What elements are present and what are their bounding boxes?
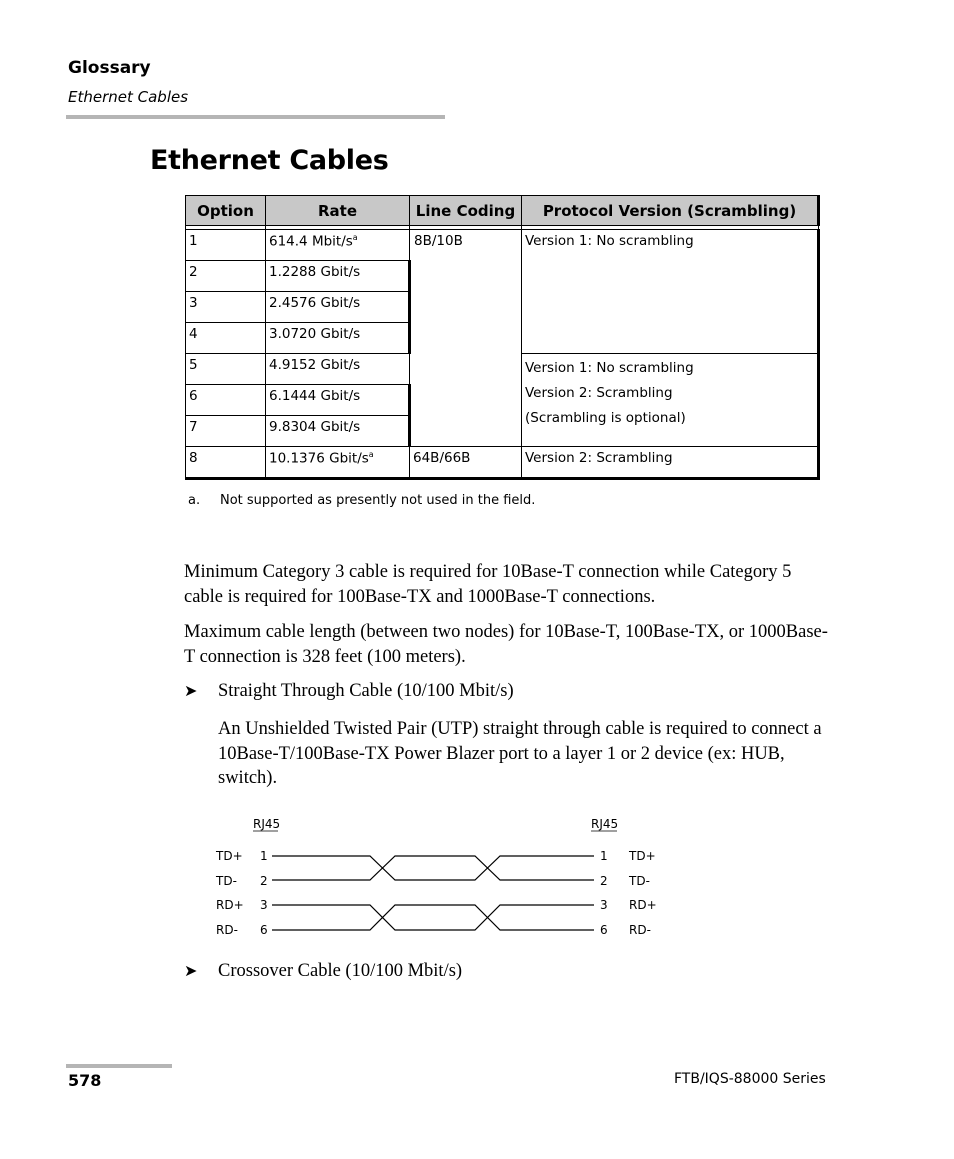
table-header-row bbox=[186, 196, 819, 226]
table-footnote bbox=[188, 493, 535, 508]
page-title: Ethernet Cables bbox=[150, 145, 389, 176]
left-signal-label: RD+ bbox=[216, 898, 244, 912]
protocol-version-cell: Version 1: No scrambling bbox=[522, 230, 819, 354]
right-signal-label: RD- bbox=[629, 923, 651, 937]
column-header: Option bbox=[186, 196, 266, 226]
version-line: (Scrambling is optional) bbox=[525, 410, 686, 426]
version-line: Version 2: Scrambling bbox=[525, 385, 673, 401]
rate-cell: 9.8304 Gbit/s bbox=[266, 416, 410, 447]
wire-rd-plus bbox=[272, 905, 594, 930]
line-coding-cell: 64B/66B bbox=[410, 447, 522, 479]
body-paragraph: Minimum Category 3 cable is required for 10Base-T connection while Category 5 cable is required for 100Base-TX and 1000Base-T connections. bbox=[184, 562, 792, 607]
footer-series: FTB/IQS-88000 Series bbox=[674, 1071, 826, 1087]
right-pin-label: 6 bbox=[600, 923, 608, 937]
footnote-ref: a bbox=[368, 450, 374, 459]
option-cell: 2 bbox=[186, 261, 266, 292]
option-cell: 4 bbox=[186, 323, 266, 354]
option-cell: 3 bbox=[186, 292, 266, 323]
bullet-label: Straight Through Cable (10/100 Mbit/s) bbox=[218, 681, 514, 701]
protocol-version-cell: Version 2: Scrambling bbox=[522, 447, 819, 479]
footnote-mark: a. bbox=[188, 493, 201, 508]
bullet-label: Crossover Cable (10/100 Mbit/s) bbox=[218, 961, 463, 981]
rate-cell: 1.2288 Gbit/s bbox=[266, 261, 410, 292]
option-cell: 8 bbox=[186, 447, 266, 479]
left-pin-label: 2 bbox=[260, 874, 268, 888]
line-coding-cell: 8B/10B bbox=[410, 230, 522, 447]
left-pin-label: 6 bbox=[260, 923, 268, 937]
left-pin-label: 3 bbox=[260, 898, 268, 912]
right-pin-label: 3 bbox=[600, 898, 608, 912]
header-section: Glossary bbox=[68, 58, 151, 78]
rate-value: 614.4 Mbit/s bbox=[269, 233, 353, 250]
footnote-ref: a bbox=[352, 233, 358, 242]
footer-rule bbox=[66, 1064, 172, 1068]
bullet-item bbox=[184, 681, 514, 702]
option-cell: 7 bbox=[186, 416, 266, 447]
left-signal-label: TD- bbox=[216, 874, 237, 888]
right-signal-label: RD+ bbox=[629, 898, 657, 912]
body-paragraph: Maximum cable length (between two nodes) for 10Base-T, 100Base-TX, or 1000Base-T connection is 328 feet (100 meters). bbox=[184, 622, 828, 667]
bullet-item bbox=[184, 961, 462, 982]
left-signal-label: TD+ bbox=[216, 849, 243, 863]
right-pin-label: 1 bbox=[600, 849, 608, 863]
rate-cell: 2.4576 Gbit/s bbox=[266, 292, 410, 323]
rate-cell: 6.1444 Gbit/s bbox=[266, 385, 410, 416]
straight-through-wiring-diagram bbox=[200, 810, 670, 950]
rate-cell: 3.0720 Gbit/s bbox=[266, 323, 410, 354]
left-signal-label: RD- bbox=[216, 923, 238, 937]
column-header: Line Coding bbox=[410, 196, 522, 226]
option-cell: 5 bbox=[186, 354, 266, 385]
protocol-version-cell bbox=[522, 354, 819, 447]
bullet-description: An Unshielded Twisted Pair (UTP) straight through cable is required to connect a 10Base-T/100Base-TX Power Blazer port to a layer 1 or 2 device (ex: HUB, switch). bbox=[218, 719, 822, 788]
left-connector-label: RJ45 bbox=[253, 817, 281, 831]
option-cell: 1 bbox=[186, 230, 266, 261]
ethernet-options-table bbox=[185, 195, 820, 480]
rate-cell: 4.9152 Gbit/s bbox=[266, 354, 410, 385]
wire-rd-minus bbox=[272, 905, 594, 930]
right-signal-label: TD- bbox=[629, 874, 650, 888]
rate-cell bbox=[266, 230, 410, 261]
arrow-bullet-icon: ➤ bbox=[184, 683, 198, 700]
column-header: Rate bbox=[266, 196, 410, 226]
arrow-bullet-icon: ➤ bbox=[184, 963, 198, 980]
rate-cell bbox=[266, 447, 410, 479]
right-signal-label: TD+ bbox=[629, 849, 656, 863]
rate-value: 10.1376 Gbit/s bbox=[269, 450, 369, 467]
version-line: Version 1: No scrambling bbox=[525, 360, 694, 376]
page-number: 578 bbox=[68, 1071, 102, 1090]
left-pin-label: 1 bbox=[260, 849, 268, 863]
header-rule bbox=[66, 115, 445, 119]
wire-td-plus bbox=[272, 856, 594, 880]
table-row bbox=[186, 447, 819, 479]
table-row bbox=[186, 230, 819, 261]
footnote-text: Not supported as presently not used in the field. bbox=[220, 493, 536, 508]
header-subsection: Ethernet Cables bbox=[68, 88, 189, 106]
right-connector-label: RJ45 bbox=[591, 817, 619, 831]
column-header: Protocol Version (Scrambling) bbox=[522, 196, 819, 226]
option-cell: 6 bbox=[186, 385, 266, 416]
right-pin-label: 2 bbox=[600, 874, 608, 888]
wire-td-minus bbox=[272, 856, 594, 880]
